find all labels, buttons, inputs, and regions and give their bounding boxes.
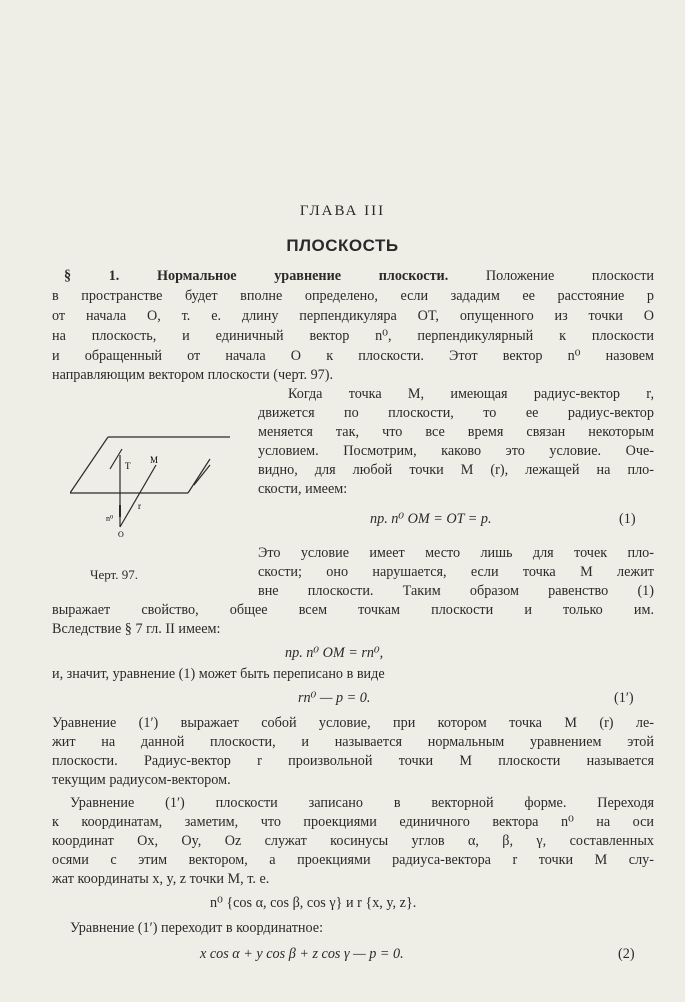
- paragraph2-line-5: скости, имеем:: [258, 481, 348, 497]
- paragraph5-line-4: жат координаты x, y, z точки M, т. е.: [52, 871, 270, 887]
- label-M: M: [150, 455, 159, 465]
- chapter-title: ПЛОСКОСТЬ: [286, 236, 399, 255]
- paragraph2-line-3: условием. Посмотрим, каково это условие. Оче-: [258, 443, 654, 459]
- plane-hatch-right: [194, 465, 210, 485]
- paragraph3-full-line-0: выражает свойство, общее всем точкам плоскости и только им.: [52, 602, 654, 618]
- paragraph2-line-4: видно, для любой точки M (r), лежащей на пло-: [258, 462, 654, 478]
- figure-97: [70, 425, 240, 545]
- paragraph3-full-line-1: Вследствие § 7 гл. II имеем:: [52, 621, 221, 637]
- section-number: § 1.: [64, 268, 120, 284]
- paragraph3-right-line-2: вне плоскости. Таким образом равенство (1): [258, 583, 654, 599]
- paragraph1-line-3: на плоскость, и единичный вектор n⁰, перпендикулярный к плоскости: [52, 328, 654, 344]
- paragraph1-line-2: от начала O, т. е. длину перпендикуляра OT, опущенного из точки O: [52, 308, 654, 324]
- equation-1: пр. n⁰ OM = OT = p.: [370, 511, 492, 527]
- label-O: O: [118, 530, 124, 539]
- paragraph5-line-2: координат Ox, Oy, Oz служат косинусы углов α, β, γ, составленных: [52, 833, 654, 849]
- paragraph5-line-0: Уравнение (1′) плоскости записано в векторной форме. Переходя: [70, 795, 654, 811]
- equation-1-number: (1): [619, 511, 636, 527]
- paragraph4-line-3: текущим радиусом-вектором.: [52, 772, 231, 788]
- paragraph5-line-1: к координатам, заметим, что проекциями единичного вектора n⁰ на оси: [52, 814, 654, 830]
- plane-parallelogram: [70, 437, 230, 493]
- label-n0: n⁰: [106, 514, 114, 523]
- paragraph1-line-0: Положение плоскости: [448, 268, 655, 284]
- equation-3: rn⁰ — p = 0.: [298, 690, 371, 706]
- section-heading-line: [64, 268, 654, 285]
- paragraph1-line-4: и обращенный от начала O к плоскости. Этот вектор n⁰ назовем: [52, 348, 654, 364]
- paragraph3-right-line-0: Это условие имеет место лишь для точек пло-: [258, 545, 654, 561]
- label-T: T: [125, 461, 131, 471]
- radius-vector-r: [120, 465, 156, 527]
- equation-5-number: (2): [618, 946, 635, 962]
- paragraph1-line-1: в пространстве будет вполне определено, если зададим ее расстояние p: [52, 288, 654, 304]
- equation-4: n⁰ {cos α, cos β, cos γ} и r {x, y, z}.: [210, 895, 417, 911]
- paragraph2-line-2: меняется так, что все время связан некоторым: [258, 424, 654, 440]
- paragraph4-line-1: жит на данной плоскости, и называется нормальным уравнением этой: [52, 734, 654, 750]
- paragraph1-line-5: направляющим вектором плоскости (черт. 97).: [52, 367, 334, 383]
- paragraph4-line-2: плоскости. Радиус-вектор r произвольной точки M плоскости называется: [52, 753, 654, 769]
- transition-1: и, значит, уравнение (1) может быть переписано в виде: [52, 666, 385, 682]
- chapter-label: ГЛАВА III: [299, 203, 386, 219]
- equation-5: x cos α + y cos β + z cos γ — p = 0.: [200, 946, 404, 962]
- figure-caption: Черт. 97.: [90, 567, 139, 582]
- paragraph4-line-0: Уравнение (1′) выражает собой условие, при котором точка M (r) ле-: [52, 715, 654, 731]
- paragraph2-line-1: движется по плоскости, то ее радиус-вектор: [258, 405, 654, 421]
- equation-2: пр. n⁰ OM = rn⁰,: [285, 645, 384, 661]
- transition-2: Уравнение (1′) переходит в координатное:: [70, 920, 324, 936]
- paragraph5-line-3: осями с этим вектором, а проекциями радиуса-вектора r точки M слу-: [52, 852, 654, 868]
- paragraph3-right-line-1: скости; оно нарушается, если точка M лежит: [258, 564, 654, 580]
- section-title: Нормальное уравнение плоскости.: [156, 268, 449, 284]
- label-r: r: [138, 501, 141, 511]
- paragraph2-line-0: Когда точка M, имеющая радиус-вектор r,: [288, 386, 654, 402]
- equation-3-number: (1′): [614, 690, 634, 706]
